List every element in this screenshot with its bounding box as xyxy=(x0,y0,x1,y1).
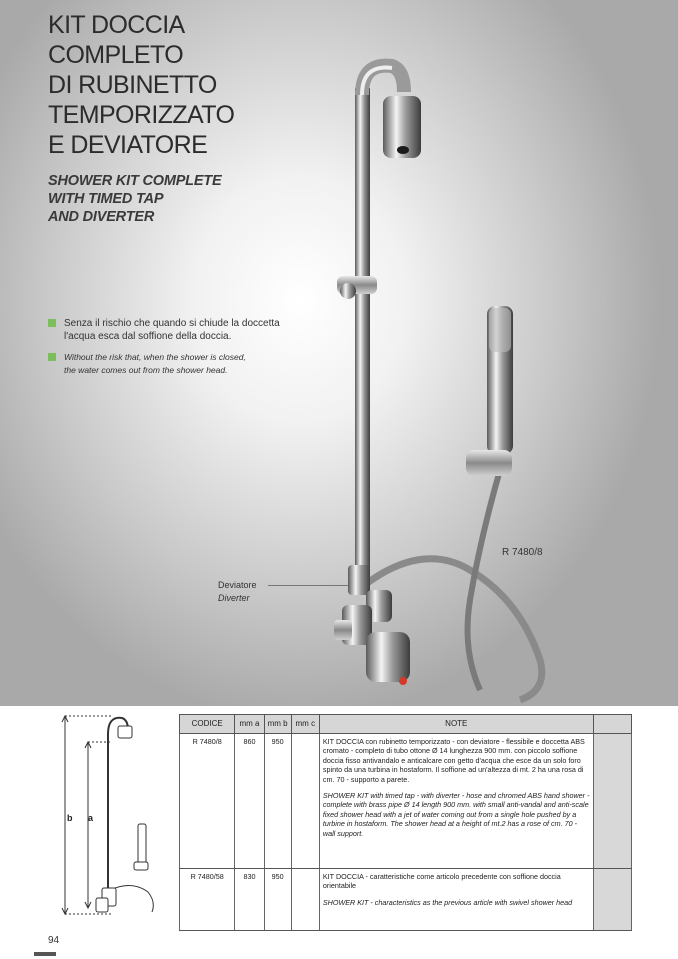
cell-note xyxy=(319,734,593,869)
title-line: DI RUBINETTO xyxy=(48,71,217,99)
cell-extra xyxy=(593,734,631,869)
title-line: KIT DOCCIA xyxy=(48,11,185,39)
table-row xyxy=(180,869,632,931)
cell-code: R 7480/8 xyxy=(180,734,235,869)
cell-mm-a: 860 xyxy=(235,734,264,869)
header-mm-c: mm c xyxy=(291,715,319,734)
title-line: TEMPORIZZATO xyxy=(48,101,235,129)
hand-shower-holder xyxy=(466,450,512,476)
riser-pipe xyxy=(355,88,370,568)
title-line: COMPLETO xyxy=(48,41,184,69)
dimension-b-label: b xyxy=(67,813,73,823)
gooseneck-pipe xyxy=(362,66,404,95)
spec-table xyxy=(179,714,632,931)
cell-note xyxy=(319,869,593,931)
subtitle-line: SHOWER KIT COMPLETE xyxy=(48,173,222,189)
cell-mm-c xyxy=(291,869,319,931)
model-label: R 7480/8 xyxy=(502,547,543,558)
page-number: 94 xyxy=(48,935,60,946)
header-code: CODICE xyxy=(180,715,235,734)
subtitle-line: WITH TIMED TAP xyxy=(48,191,164,207)
note-english: SHOWER KIT with timed tap - with diverter - hose and chromed ABS hand shower - complete with brass pipe Ø 14 length 900 mm. with small anti-vandal and anti-scale fixed shower head with a jet of water coming out from a single hole pushed by a turbine in hostaform. The shower head at a height of mt.2 has a rose of cm. 70 - wall support. xyxy=(322,791,590,838)
cell-mm-b: 950 xyxy=(264,869,291,931)
bullet-line: Without the risk that, when the shower is closed, xyxy=(64,352,246,362)
bullet-line: l'acqua esca dal soffione della doccia. xyxy=(64,331,232,342)
dimension-a-label: a xyxy=(88,813,94,823)
leader-line xyxy=(268,585,348,586)
header-extra xyxy=(593,715,631,734)
subtitle-line: AND DIVERTER xyxy=(48,209,155,225)
hot-indicator-icon xyxy=(399,677,407,685)
timed-tap-button xyxy=(366,632,410,682)
note-italian: KIT DOCCIA con rubinetto temporizzato - con deviatore - flessibile e doccetta ABS cromato - completo di tubo ottone Ø 14 lunghezza 900 mm. con piccolo soffione doccia fisso antivandalo e anticalcare con getto d'acqua che esce da un solo foro spinto da una turbina in hostaform. Il soffione ad un'altezza di mt. 2 ha una rosa di cm. 70 - supporto a parete. xyxy=(322,737,585,784)
diverter-body xyxy=(348,565,370,595)
bullet-line: the water comes out from the shower head. xyxy=(64,365,228,375)
cell-code: R 7480/58 xyxy=(180,869,235,931)
note-italian: KIT DOCCIA - caratteristiche come articolo precedente con soffione doccia orientabile xyxy=(322,872,561,891)
header-mm-a: mm a xyxy=(235,715,264,734)
header-mm-b: mm b xyxy=(264,715,291,734)
header-note: NOTE xyxy=(319,715,593,734)
note-english: SHOWER KIT - characteristics as the previous article with swivel shower head xyxy=(322,897,573,907)
cell-mm-c xyxy=(291,734,319,869)
bullet-line: Senza il rischio che quando si chiude la doccetta xyxy=(64,318,280,329)
table-header-row xyxy=(180,715,632,734)
cell-mm-a: 830 xyxy=(235,869,264,931)
cell-extra xyxy=(593,869,631,931)
diverter-label: Deviatore xyxy=(218,580,257,590)
title-line: E DEVIATORE xyxy=(48,131,208,159)
table-row xyxy=(180,734,632,869)
page-marker xyxy=(34,952,56,956)
cell-mm-b: 950 xyxy=(264,734,291,869)
diverter-label-en: Diverter xyxy=(218,593,250,603)
